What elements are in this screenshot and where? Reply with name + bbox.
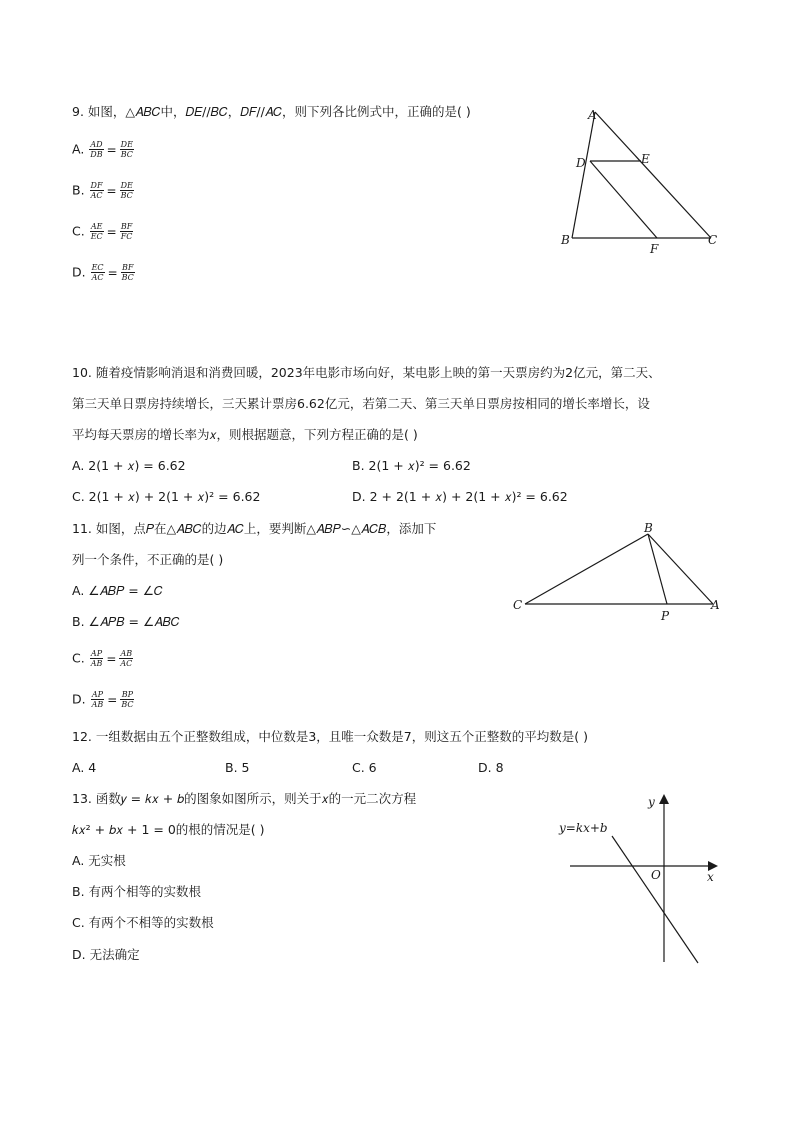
vertex-label-d: D	[576, 156, 586, 170]
function-line	[612, 836, 698, 963]
fraction: $\frac{AP}{AB}$	[91, 690, 104, 709]
vertex-label-a: A	[588, 108, 597, 122]
segment-ab	[572, 112, 595, 238]
q13-option-b[interactable]: B. 有两个相等的实数根	[72, 884, 202, 899]
q10-option-a[interactable]: A. 2(1 + 𝑥) = 6.62	[72, 458, 186, 473]
q9-triangle-figure	[555, 100, 730, 260]
q11-option-a[interactable]: A. ∠𝐴𝐵𝑃 = ∠𝐶	[72, 583, 163, 598]
q12-stem: 12. 一组数据由五个正整数组成，中位数是3，且唯一众数是7，则这五个正整数的平均数是( )	[72, 729, 588, 744]
q13-line-2: 𝑘𝑥² + 𝑏𝑥 + 1 = 0的根的情况是( )	[72, 822, 265, 837]
y-axis-label: y	[648, 795, 655, 809]
vertex-label-p: P	[661, 609, 670, 623]
q11-option-d[interactable]: D. $\frac{AP}{AB}$ = $\frac{BP}{BC}$	[72, 690, 134, 709]
q10-line-3: 平均每天票房的增长率为𝑥，则根据题意，下列方程正确的是( )	[72, 427, 418, 442]
q12-option-b[interactable]: B. 5	[225, 760, 250, 775]
fraction: $\frac{DF}{AC}$	[90, 181, 103, 200]
q10-line-2: 第三天单日票房持续增长，三天累计票房6.62亿元，若第二天、第三天单日票房按相同的增长率增长，设	[72, 396, 650, 411]
q13-option-d[interactable]: D. 无法确定	[72, 947, 140, 962]
q13-option-a[interactable]: A. 无实根	[72, 853, 126, 868]
q9-option-b[interactable]: B. $\frac{DF}{AC}$ = $\frac{DE}{BC}$	[72, 181, 133, 200]
option-label: C.	[72, 650, 85, 666]
q13-linear-graph-figure	[555, 790, 725, 970]
fraction: $\frac{BF}{FC}$	[120, 222, 133, 241]
vertex-label-a: A	[711, 598, 720, 612]
q13-option-c[interactable]: C. 有两个不相等的实数根	[72, 915, 214, 930]
segment-ac	[595, 112, 711, 238]
q12-option-a[interactable]: A. 4	[72, 760, 97, 775]
q9-option-d[interactable]: D. $\frac{EC}{AC}$ = $\frac{BF}{BC}$	[72, 263, 134, 282]
fraction: $\frac{AB}{AC}$	[120, 649, 133, 668]
option-label: D.	[72, 691, 86, 707]
q9-stem: 9. 如图，△𝐴𝐵𝐶中，𝐷𝐸//𝐵𝐶，𝐷𝐹//𝐴𝐶，则下列各比例式中，正确的是( )	[72, 104, 471, 119]
q11-triangle-figure	[510, 520, 725, 625]
fraction: $\frac{BP}{BC}$	[121, 690, 134, 709]
option-label: C.	[72, 223, 85, 239]
fraction: $\frac{AD}{DB}$	[90, 140, 103, 159]
q9-option-c[interactable]: C. $\frac{AE}{EC}$ = $\frac{BF}{FC}$	[72, 222, 133, 241]
function-label: y=kx+b	[559, 821, 608, 835]
fraction: $\frac{AE}{EC}$	[90, 222, 103, 241]
q11-option-c[interactable]: C. $\frac{AP}{AB}$ = $\frac{AB}{AC}$	[72, 649, 133, 668]
q11-line-2: 列一个条件，不正确的是( )	[72, 552, 224, 567]
vertex-label-c: C	[708, 233, 718, 247]
fraction: $\frac{AP}{AB}$	[90, 649, 103, 668]
origin-label: O	[651, 868, 661, 882]
segment-cb	[525, 534, 648, 604]
q10-option-d[interactable]: D. 2 + 2(1 + 𝑥) + 2(1 + 𝑥)² = 6.62	[352, 489, 568, 504]
q10-line-1: 10. 随着疫情影响消退和消费回暖，2023年电影市场向好，某电影上映的第一天票房约为2亿元，第二天、	[72, 365, 661, 380]
fraction: $\frac{DE}{BC}$	[120, 181, 133, 200]
q10-option-b[interactable]: B. 2(1 + 𝑥)² = 6.62	[352, 458, 471, 473]
fraction: $\frac{DE}{BC}$	[120, 140, 133, 159]
vertex-label-b: B	[644, 521, 653, 535]
vertex-label-b: B	[561, 233, 570, 247]
x-axis-label: x	[707, 870, 714, 884]
option-label: A.	[72, 141, 85, 157]
fraction: $\frac{EC}{AC}$	[91, 263, 104, 282]
q11-option-b[interactable]: B. ∠𝐴𝑃𝐵 = ∠𝐴𝐵𝐶	[72, 614, 180, 629]
q10-option-c[interactable]: C. 2(1 + 𝑥) + 2(1 + 𝑥)² = 6.62	[72, 489, 261, 504]
vertex-label-e: E	[641, 152, 650, 166]
q13-line-1: 13. 函数𝑦 = 𝑘𝑥 + 𝑏的图象如图所示，则关于𝑥的一元二次方程	[72, 791, 417, 806]
option-label: D.	[72, 264, 86, 280]
y-axis-arrow-icon	[659, 794, 669, 804]
q11-line-1: 11. 如图，点𝑃在△𝐴𝐵𝐶的边𝐴𝐶上，要判断△𝐴𝐵𝑃∽△𝐴𝐶𝐵，添加下	[72, 521, 437, 536]
segment-df	[590, 161, 657, 238]
q12-option-c[interactable]: C. 6	[352, 760, 377, 775]
q12-option-d[interactable]: D. 8	[478, 760, 504, 775]
vertex-label-c: C	[513, 598, 523, 612]
option-label: B.	[72, 182, 85, 198]
vertex-label-f: F	[650, 242, 659, 256]
fraction: $\frac{BF}{BC}$	[121, 263, 134, 282]
q9-option-a[interactable]: A. $\frac{AD}{DB}$ = $\frac{DE}{BC}$	[72, 140, 133, 159]
